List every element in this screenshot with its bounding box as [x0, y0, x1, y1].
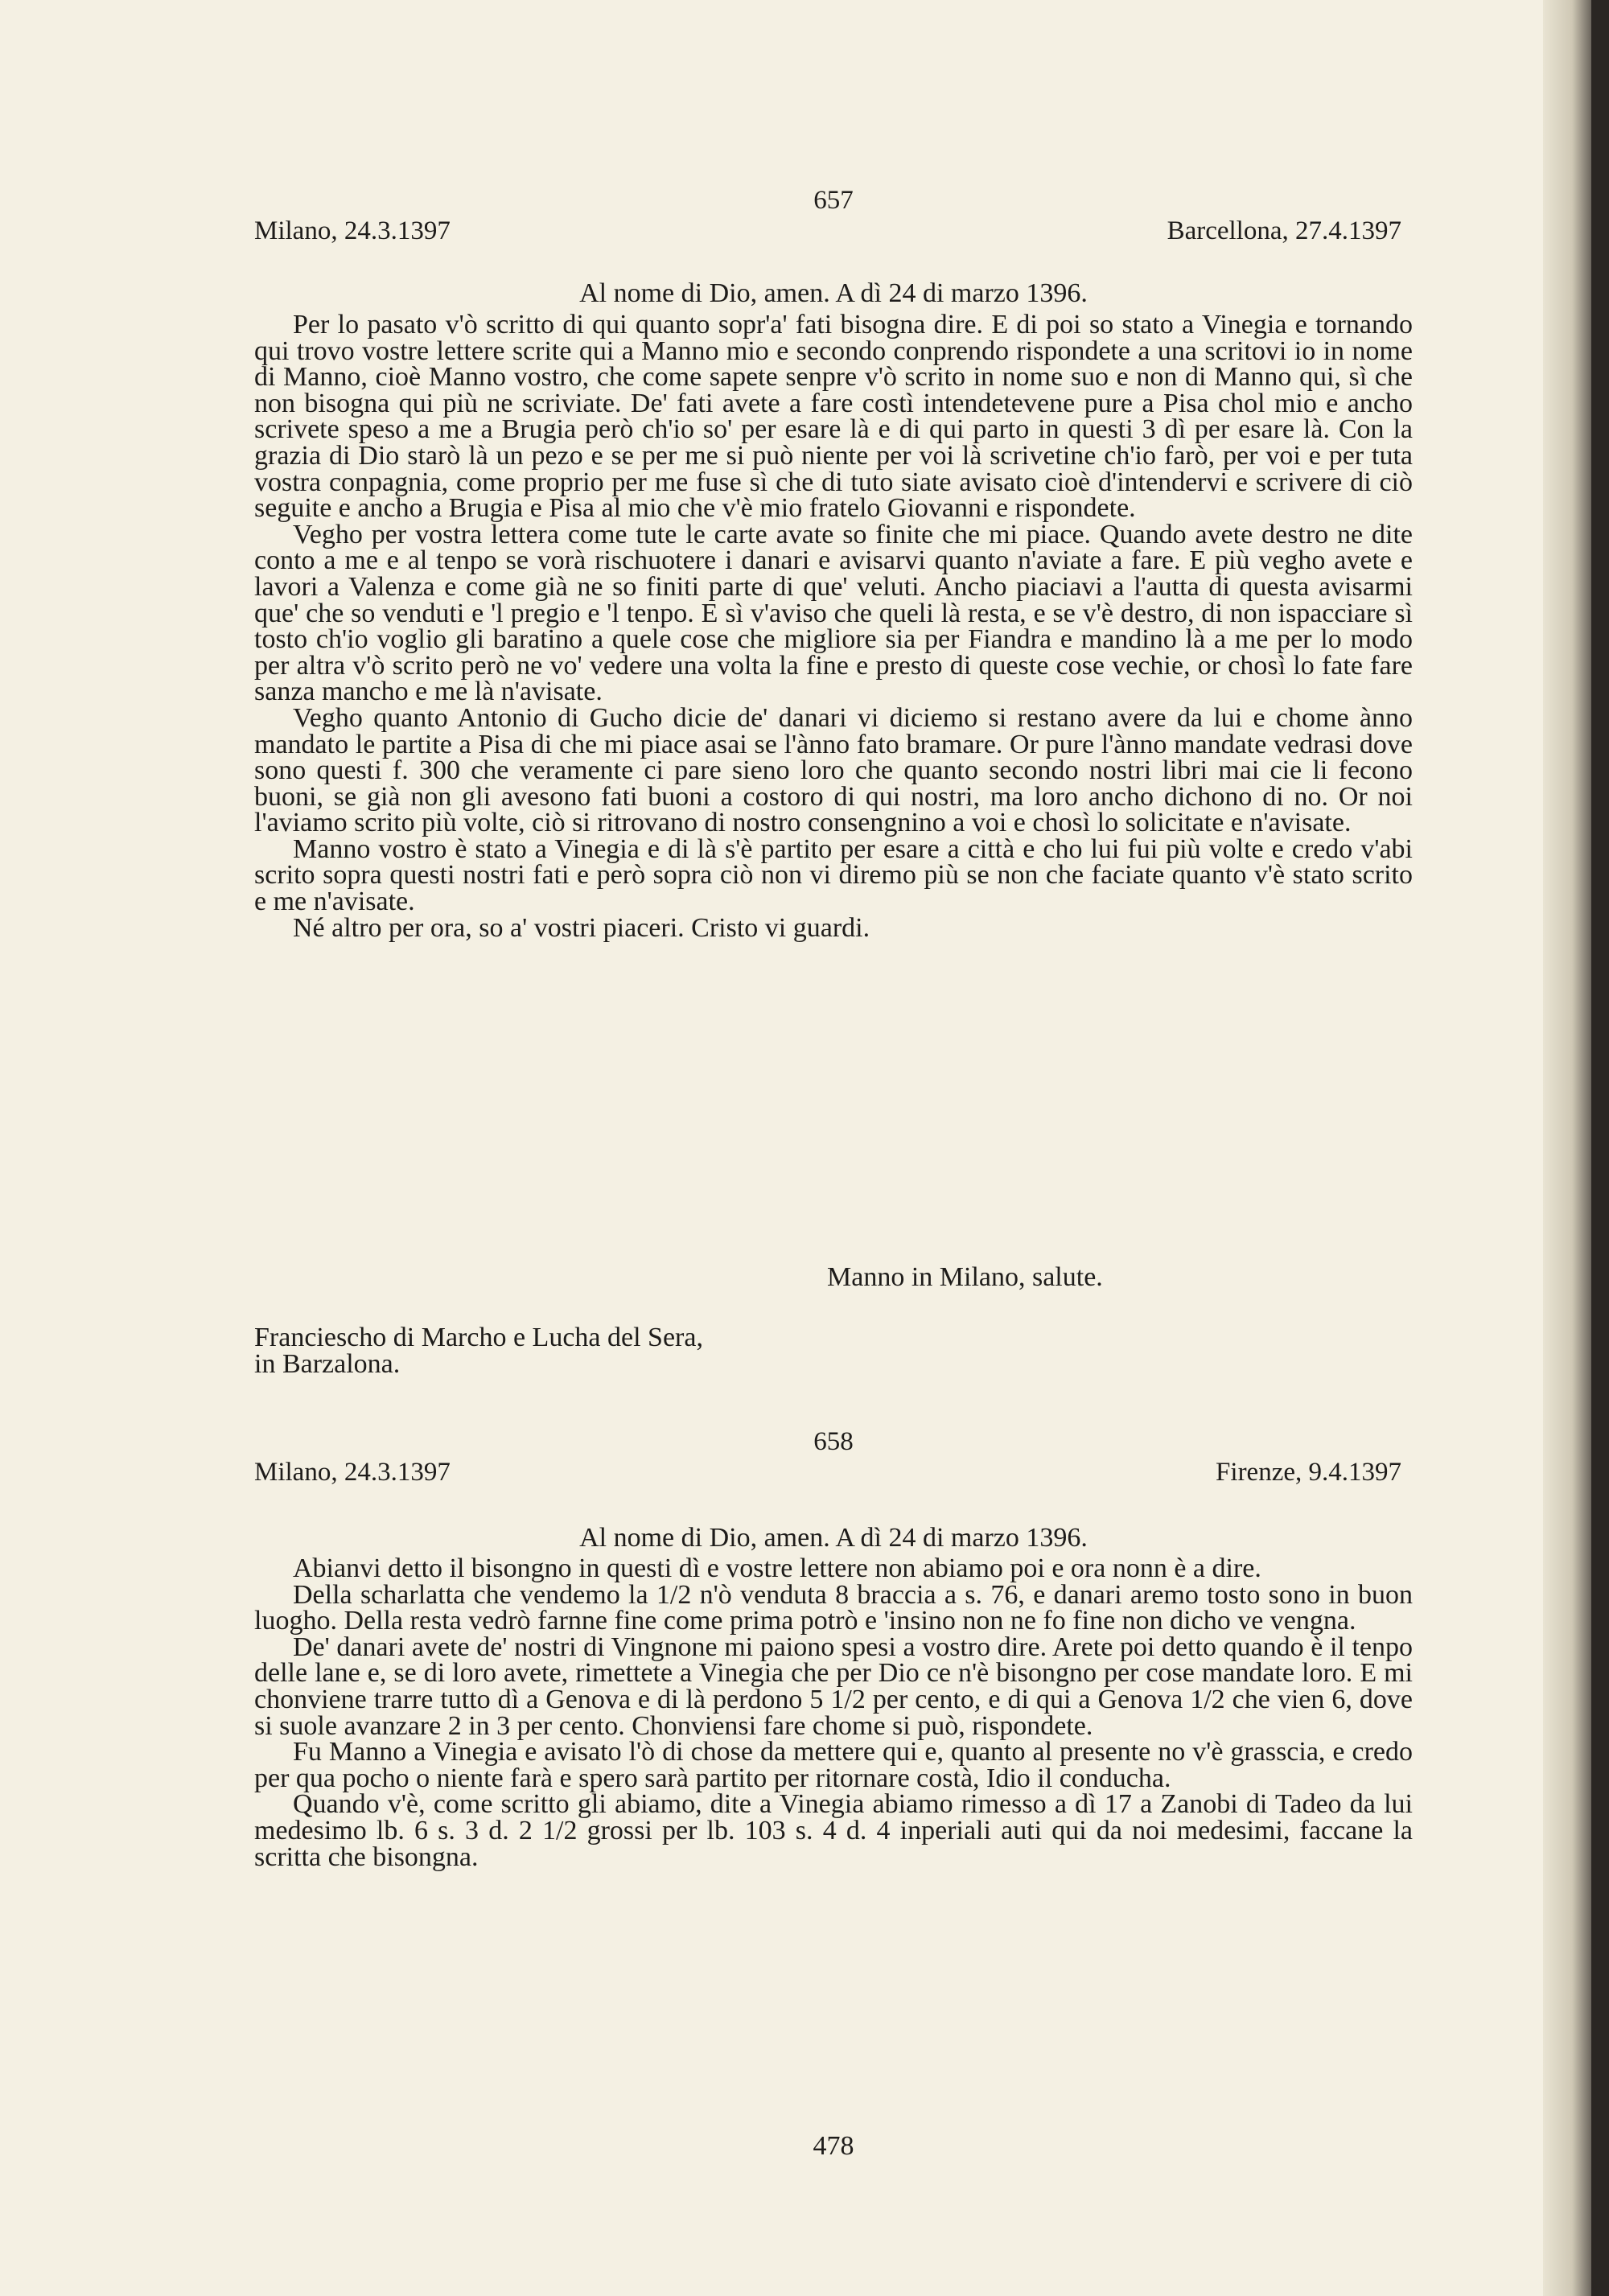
signature: Manno in Milano, salute.	[827, 1262, 1103, 1292]
paragraph: De' danari avete de' nostri di Vingnone mi paiono spesi a vostro dire. Arete poi detto quando è il tenpo delle lane e, se di loro avete, rimettete a Vinegia che per Dio ce n'è bisongno per cose mandate loro. E mi chonviene trarre tutto dì a Genova e di là perdono 5 1/2 per cento, e di qui a Genova 1/2 che vien 6, dove si suole avanzare 2 in 3 per cento. Chonviensi fare chome si può, rispondete.	[254, 1631, 1413, 1741]
letter-body	[254, 1553, 1413, 1872]
letter-opening: Al nome di Dio, amen. A dì 24 di marzo 1396.	[579, 278, 1088, 308]
paragraph: Manno vostro è stato a Vinegia e di là s'è partito per esare a città e cho lui fui più volte e credo v'abi scrito sopra questi nostri fati e però sopra ciò non vi diremo più se non che faciate quanto v'è stato scrito e me n'avisate.	[254, 833, 1413, 917]
sender-date: Milano, 24.3.1397	[254, 216, 451, 245]
paragraph: Fu Manno a Vinegia e avisato l'ò di chose da mettere qui e, quanto al presente no v'è grasscia, e credo per qua pocho o niente farà e spero sarà partito per ritornare costà, Idio il conducha.	[254, 1737, 1413, 1793]
letter-number: 658	[813, 1427, 854, 1456]
paragraph: Abianvi detto il bisongno in questi dì e vostre lettere non abiamo poi e ora nonn è a dire.	[293, 1553, 1261, 1583]
address-line: Franciescho di Marcho e Lucha del Sera,	[254, 1323, 703, 1352]
page-edge	[1543, 0, 1591, 2296]
sender-date: Milano, 24.3.1397	[254, 1458, 451, 1487]
paragraph: Quando v'è, come scritto gli abiamo, dite a Vinegia abiamo rimesso a dì 17 a Zanobi di Tadeo da lui medesimo lb. 6 s. 3 d. 2 1/2 grossi per lb. 103 s. 4 d. 4 inperiali auti qui da noi medesimi, faccane la scritta che bisongna.	[254, 1789, 1413, 1872]
receipt-date: Barcellona, 27.4.1397	[1167, 216, 1401, 245]
paragraph: Né altro per ora, so a' vostri piaceri. Cristo vi guardi.	[293, 912, 870, 943]
address-line: in Barzalona.	[254, 1349, 401, 1379]
paragraph: Vegho per vostra lettera come tute le carte avate so finite che mi piace. Quando avete destro ne dite conto a me e al tenpo se vorà rischuotere i danari e avisarvi quanto n'aviate a fare. E più vegho avete e lavori a Valenza e come già ne so finiti parte di que' veluti. Ancho piaciavi a l'autta di questa avisarmi que' che so venduti e 'l pregio e 'l tenpo. E sì v'aviso che queli là resta, e se v'è destro, di non ispacciare sì tosto ch'io voglio gli baratino a quele cose che migliore sia per Fiandra e mandino là a me per lo modo per altra v'ò scrito però ne vo' vedere una volta la fine e presto di queste cose vechie, or chosì lo fate fare sanza mancho e me là n'avisate.	[254, 519, 1413, 707]
letter-opening: Al nome di Dio, amen. A dì 24 di marzo 1396.	[579, 1523, 1088, 1553]
address	[254, 1324, 703, 1377]
paragraph: Vegho quanto Antonio di Gucho dicie de' danari vi diciemo si restano avere da lui e chome ànno mandato le partite a Pisa di che mi piace asai se l'ànno fato bramare. Or pure l'ànno mandate vedrasi dove sono questi f. 300 che veramente ci pare sieno loro che quanto secondo nostri libri mai cie li fecono buoni, se già non gli avesono fati buoni a costoro di qui nostri, ma loro ancho dichono di no. Or noi l'aviamo scrito più volte, ciò si ritrovano di nostro consengnino a voi e chosì lo solicitate e n'avisate.	[254, 702, 1413, 838]
paragraph: Della scharlatta che vendemo la 1/2 n'ò venduta 8 braccia a s. 76, e danari aremo tosto sono in buon luogho. Della resta vedrò farnne fine come prima potrò e 'insino non ne fo fine non dicho ve vengna.	[254, 1579, 1413, 1636]
receipt-date: Firenze, 9.4.1397	[1216, 1458, 1401, 1487]
page-number: 478	[813, 2131, 854, 2161]
letter-number: 657	[813, 186, 854, 215]
paragraph: Per lo pasato v'ò scritto di qui quanto sopr'a' fati bisogna dire. E di poi so stato a Vinegia e tornando qui trovo vostre lettere scrite qui a Manno mio e secondo conprendo rispondete a una scritovi io in nome di Manno, cioè Manno vostro, che come sapete senpre v'ò scrito in nome suo e non di Manno qui, sì che non bisogna qui più ne scriviate. De' fati avete a fare costì intendetevene pure a Pisa chol mio e ancho scrivete speso a me a Brugia però ch'io so' per esare là e di qui parto in questi 3 dì per esare là. Con la grazia di Dio starò là un pezo e se per me si può niente per voi là scrivetine ch'io farò, per voi e per tuta vostra conpagnia, come proprio per me fuse sì che di tuto siate avisato cioè d'intendervi e scrivere di ciò seguite e ancho a Brugia e Pisa al mio che v'è mio fratelo Giovanni e rispondete.	[254, 310, 1413, 524]
letter-body	[254, 312, 1413, 941]
